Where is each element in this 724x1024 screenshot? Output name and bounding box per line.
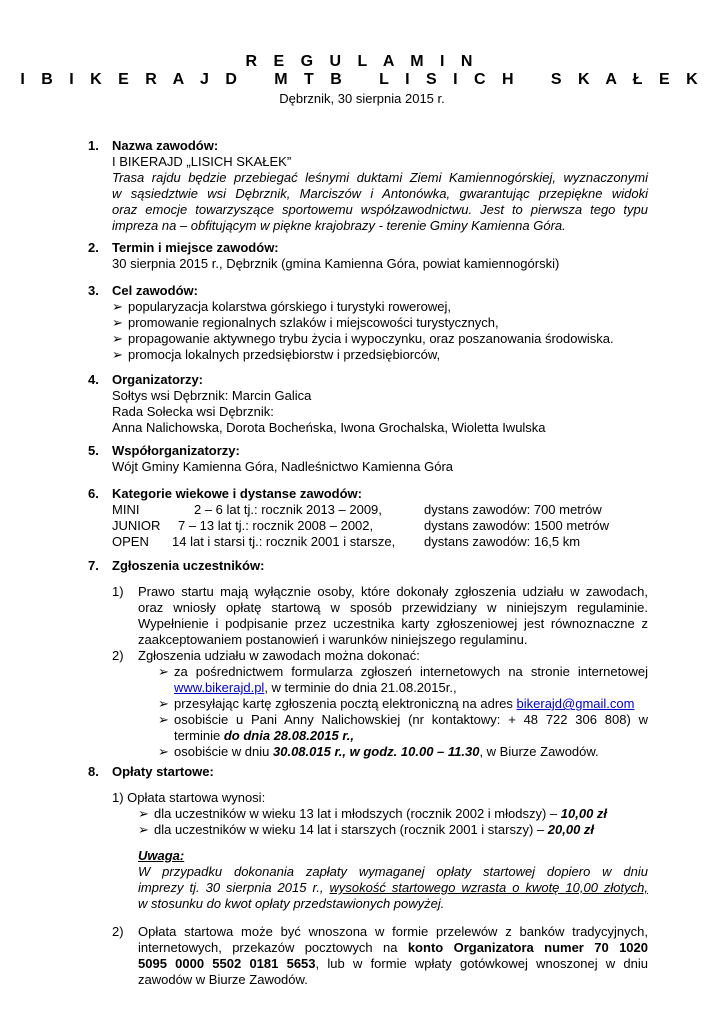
section-number: 5. [88, 443, 99, 458]
section-heading: Zgłoszenia uczestników: [112, 558, 265, 573]
organizer-line: Anna Nalichowska, Dorota Bocheńska, Iwona Grochalska, Wioletta Iwulska [112, 420, 546, 435]
section-7 [88, 558, 648, 760]
organizer-line: Sołtys wsi Dębrznik: Marcin Galica [112, 388, 312, 403]
arrow-bullet-icon: ➢ [158, 744, 169, 759]
organizer-line: Rada Sołecka wsi Dębrznik: [112, 404, 274, 419]
section-2 [88, 240, 648, 272]
arrow-bullet-icon: ➢ [158, 664, 169, 679]
section-number: 4. [88, 372, 99, 387]
category-row: JUNIOR 7 – 13 lat tj.: rocznik 2008 – 2002, dystans zawodów: 1500 metrów [112, 518, 609, 533]
note-heading: Uwaga: [138, 848, 185, 863]
list-item: ➢ dla uczestników w wieku 14 lat i starszych (rocznik 2001 i starszy) – 20,00 zł [138, 822, 595, 837]
paragraph-1: 1) Prawo startu mają wyłącznie osoby, które dokonały zgłoszenia udziału w zawodach, oraz wniosły opłatę startową w sposób przewidziany w niniejszym regulaminie. Wypełnienie i podpisanie przez uczestnika karty zgłoszeniowej jest równoznaczne z zaakceptowaniem postanowień i warunków niniejszego regulaminu. [112, 584, 648, 647]
desc-line: impreza na – obfitującym w piękne krajobrazy - terenie Gminy Kamienna Góra. [112, 218, 566, 233]
arrow-bullet-icon: ➢ [112, 347, 123, 362]
desc-line: w sąsiedztwie wsi Dębrznik, Marciszów i Antonówka, gwarantując przepiękne widoki [112, 186, 648, 201]
section-heading: Termin i miejsce zawodów: [112, 240, 279, 255]
section-number: 3. [88, 283, 99, 298]
category-row: MINI 2 – 6 lat tj.: rocznik 2013 – 2009, dystans zawodów: 700 metrów [112, 502, 602, 517]
coorganizer-text: Wójt Gminy Kamienna Góra, Nadleśnictwo Kamienna Góra [112, 459, 454, 474]
paragraph-2: 2) Zgłoszenia udziału w zawodach można dokonać: ➢ za pośrednictwem formularza zgłoszeń internetowych na stronie internetowej www.bikerajd.pl, w terminie do dnia 21.08.2015r., ➢ przesyłając kartę zgłoszenia pocztą elektroniczną na adres bikerajd@gmail.com ➢ osobiście u Pani Anny Nalichowskiej (nr kontaktowy: + 48 722 306 808) w terminie do dnia 28.08.2015 r., ➢ osobiście w dniu 30.08.015 r., w godz. 10.00 – 11.30, w Biurze Zawodów. [112, 648, 648, 759]
list-item: ➢ propagowanie aktywnego trybu życia i wypoczynku, oraz poszanowania środowiska. [112, 331, 614, 346]
event-title: I B I K E R A J D M T B L I S I C H S K A Ł E K [20, 71, 704, 88]
section-number: 2. [88, 240, 99, 255]
section-heading: Nazwa zawodów: [112, 138, 219, 153]
section-3 [88, 283, 648, 363]
list-item: ➢ dla uczestników w wieku 13 lat i młodszych (rocznik 2002 i młodszy) – 10,00 zł [138, 806, 608, 821]
section-heading: Cel zawodów: [112, 283, 198, 298]
list-item: ➢ osobiście u Pani Anny Nalichowskiej (nr kontaktowy: + 48 722 306 808) w terminie do dnia 28.08.2015 r., [158, 712, 648, 743]
paragraph-2: 2) Opłata startowa może być wnoszona w formie przelewów z banków tradycyjnych, internetowych, przekazów pocztowych na konto Organizatora numer 70 1020 5095 0000 5502 0181 5653, lub w formie wpłaty gotówkowej wnoszonej w dniu zawodów w Biurze Zawodów. [112, 924, 649, 987]
document-title: R E G U L A M I N [245, 53, 479, 70]
section-5 [88, 443, 648, 475]
section-heading: Współorganizatorzy: [112, 443, 240, 458]
desc-line: Trasa rajdu będzie przebiegać leśnymi duktami Ziemi Kamiennogórskiej, wyznaczonymi [112, 170, 648, 185]
desc-line: oraz emocje towarzyszące sportowemu współzawodnictwu. Jest to pierwsza tego typu [112, 202, 648, 217]
list-item: ➢ za pośrednictwem formularza zgłoszeń internetowych na stronie internetowej www.bikerajd.pl, w terminie do dnia 21.08.2015r., [158, 664, 648, 695]
arrow-bullet-icon: ➢ [112, 331, 123, 346]
note-block: Uwaga: W przypadku dokonania zapłaty wymaganej opłaty startowej dopiero w dniu imprezy tj. 30 sierpnia 2015 r., wysokość startowego wzrasta o kwotę 10,00 złotych, w stosunku do kwot opłaty przedstawionych powyżej. [138, 848, 648, 911]
list-item: ➢ promocja lokalnych przedsiębiorstw i przedsiębiorców, [112, 347, 441, 362]
arrow-bullet-icon: ➢ [112, 315, 123, 330]
list-item: ➢ przesyłając kartę zgłoszenia pocztą elektroniczną na adres bikerajd@gmail.com [158, 696, 635, 711]
list-item: ➢ promowanie regionalnych szlaków i miejscowości turystycznych, [112, 315, 499, 330]
event-name: I BIKERAJD „LISICH SKAŁEK” [112, 154, 292, 169]
section-6 [88, 486, 648, 550]
date-place-text: 30 sierpnia 2015 r., Dębrznik (gmina Kamienna Góra, powiat kamiennogórski) [112, 256, 560, 271]
arrow-bullet-icon: ➢ [138, 806, 149, 821]
section-heading: Organizatorzy: [112, 372, 204, 387]
section-1 [88, 138, 648, 234]
section-number: 1. [88, 138, 99, 153]
section-heading: Kategorie wiekowe i dystanse zawodów: [112, 486, 362, 501]
section-heading: Opłaty startowe: [112, 764, 214, 779]
fee-intro: 1) Opłata startowa wynosi: [112, 790, 266, 805]
section-8 [88, 764, 648, 988]
account-number: 5095 0000 5502 0181 5653 [138, 956, 316, 971]
list-item: ➢ popularyzacja kolarstwa górskiego i turystyki rowerowej, [112, 299, 451, 314]
arrow-bullet-icon: ➢ [112, 299, 123, 314]
arrow-bullet-icon: ➢ [158, 712, 169, 727]
category-row: OPEN 14 lat i starsi tj.: rocznik 2001 i starsze, dystans zawodów: 16,5 km [112, 534, 581, 549]
section-number: 7. [88, 558, 99, 573]
arrow-bullet-icon: ➢ [158, 696, 169, 711]
website-link[interactable]: www.bikerajd.pl [174, 680, 265, 695]
email-link[interactable]: bikerajd@gmail.com [516, 696, 635, 711]
place-date: Dębrznik, 30 sierpnia 2015 r. [279, 91, 445, 106]
section-number: 6. [88, 486, 99, 501]
section-4 [88, 372, 648, 436]
arrow-bullet-icon: ➢ [138, 822, 149, 837]
section-number: 8. [88, 764, 99, 779]
list-item: ➢ osobiście w dniu 30.08.015 r., w godz. 10.00 – 11.30, w Biurze Zawodów. [158, 744, 599, 759]
